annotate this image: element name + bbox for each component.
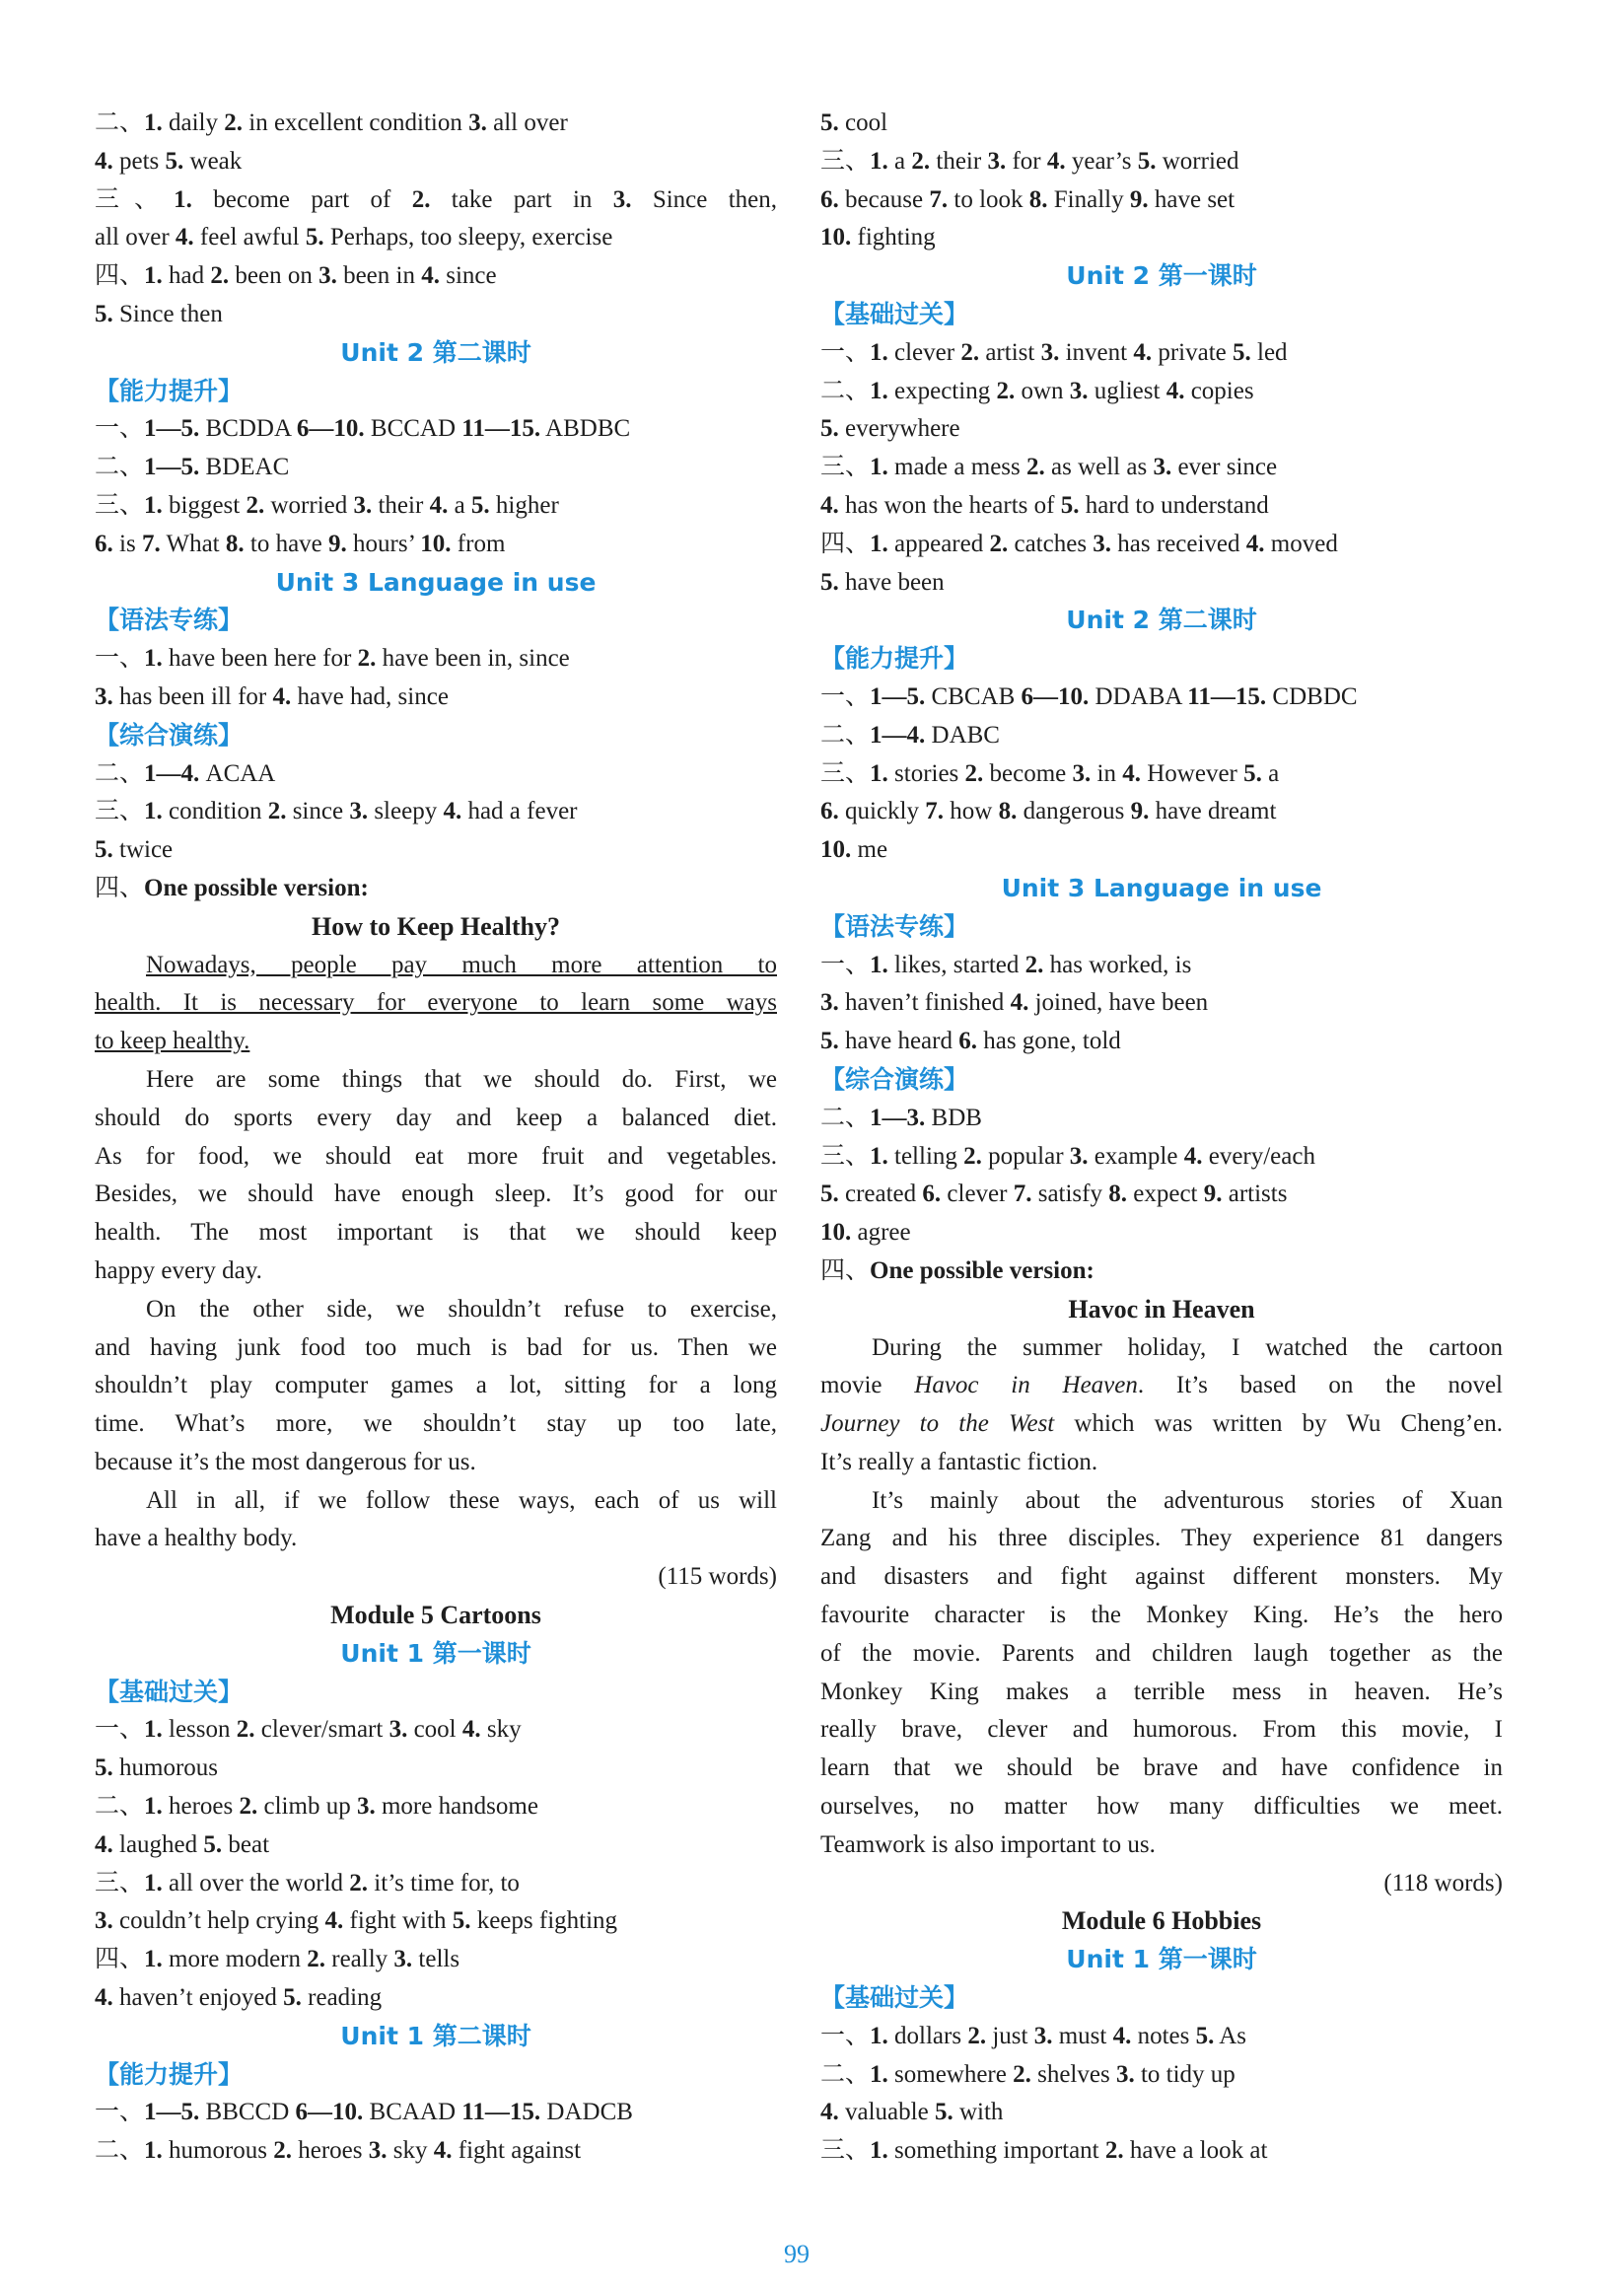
answer-line: 5. have been [820, 568, 945, 596]
essay-line: happy every day. [95, 1256, 262, 1284]
answer-line: 二、1. daily 2. in excellent condition 3. all over [95, 109, 568, 136]
left-column [95, 105, 777, 2171]
answer-line: 4. laughed 5. beat [95, 1830, 270, 1858]
unit-heading: Unit 3 Language in use [1001, 873, 1322, 902]
answer-line: all over 4. feel awful 5. Perhaps, too sleepy, exercise [95, 224, 613, 251]
answer-line: 5. cool [820, 109, 888, 136]
essay-line: As for food, we should eat more fruit and vegetables. [95, 1142, 777, 1170]
answer-line: 二、1. humorous 2. heroes 3. sky 4. fight against [95, 2137, 582, 2165]
answer-line: 5. everywhere [820, 415, 960, 443]
essay-line: During the summer holiday, I watched the cartoon [872, 1333, 1503, 1361]
answer-line: 5. created 6. clever 7. satisfy 8. expect 9. artists [820, 1180, 1288, 1208]
answer-line: 3. has been ill for 4. have had, since [95, 682, 449, 710]
answer-line: 一、1. likes, started 2. has worked, is [820, 951, 1192, 978]
essay-line: All in all, if we follow these ways, each of us will [146, 1486, 777, 1514]
answer-line: 三、1. a 2. their 3. for 4. year’s 5. worried [820, 147, 1239, 175]
answer-line: 一、1—5. BBCCD 6—10. BCAAD 11—15. DADCB [95, 2099, 633, 2126]
module-heading: Module 6 Hobbies [1061, 1906, 1262, 1936]
essay-line: and disasters and fight against different monsters. My [820, 1563, 1503, 1591]
answer-line: 二、1—4. ACAA [95, 759, 276, 787]
essay-line: Teamwork is also important to us. [820, 1830, 1156, 1858]
answer-line: 一、1—5. BCDDA 6—10. BCCAD 11—15. ABDBC [95, 415, 631, 443]
essay-line: health. It is necessary for everyone to learn some ways [95, 989, 777, 1017]
section-label: 【语法专练】 [95, 606, 244, 635]
essay-line: shouldn’t play computer games a lot, sitting for a long [95, 1372, 777, 1399]
essay-line: Here are some things that we should do. First, we [146, 1065, 777, 1093]
essay-line: On the other side, we shouldn’t refuse to exercise, [146, 1295, 777, 1323]
word-count: (115 words) [658, 1563, 777, 1591]
answer-line: 二、1—4. DABC [820, 721, 1000, 749]
answer-line: 三、1. condition 2. since 3. sleepy 4. had a fever [95, 798, 578, 825]
essay-line: and having junk food too much is bad for us. Then we [95, 1333, 777, 1361]
essay-line: really brave, clever and humorous. From this movie, I [820, 1716, 1503, 1744]
answer-line: 二、1. heroes 2. climb up 3. more handsome [95, 1793, 538, 1821]
answer-line: 三、1. stories 2. become 3. in 4. However 5. a [820, 759, 1280, 787]
word-count: (118 words) [1383, 1869, 1503, 1896]
answer-line: 四、1. more modern 2. really 3. tells [95, 1946, 460, 1973]
module-heading: Module 5 Cartoons [330, 1601, 541, 1630]
answer-line: 三、1. something important 2. have a look at [820, 2137, 1268, 2165]
essay-line: should do sports every day and keep a balanced diet. [95, 1104, 777, 1131]
answer-line: 二、1—3. BDB [820, 1104, 982, 1131]
answer-line: 3. haven’t finished 4. joined, have been [820, 989, 1209, 1017]
essay-line: favourite character is the Monkey King. He’s the hero [820, 1602, 1503, 1629]
answer-line: 10. me [820, 836, 888, 864]
answer-line: 4. valuable 5. with [820, 2099, 1004, 2126]
answer-line: 10. agree [820, 1219, 911, 1247]
essay-line: It’s really a fantastic fiction. [820, 1448, 1098, 1475]
section-label: 【基础过关】 [820, 1983, 969, 2013]
section-label: 【语法专练】 [820, 911, 969, 941]
essay-line: health. The most important is that we should keep [95, 1219, 777, 1247]
essay-line: ourselves, no matter how many difficulties we meet. [820, 1793, 1503, 1821]
answer-line: 三、1. biggest 2. worried 3. their 4. a 5. higher [95, 491, 559, 519]
section-label: 【能力提升】 [820, 644, 969, 674]
essay-title: Havoc in Heaven [1068, 1294, 1255, 1323]
section-label: 【综合演练】 [820, 1064, 969, 1094]
unit-heading: Unit 2 第二课时 [1066, 606, 1257, 635]
section-label: 【综合演练】 [95, 720, 244, 750]
answer-line: 一、1. dollars 2. just 3. must 4. notes 5. As [820, 2022, 1246, 2049]
unit-heading: Unit 1 第二课时 [340, 2021, 531, 2050]
answer-line: 10. fighting [820, 224, 936, 251]
essay-line: It’s mainly about the adventurous stories of Xuan [872, 1486, 1503, 1514]
answer-line: 四、One possible version: [95, 874, 369, 901]
unit-heading: Unit 1 第一课时 [1066, 1945, 1257, 1974]
essay-line: have a healthy body. [95, 1525, 298, 1552]
essay-line: of the movie. Parents and children laugh together as the [820, 1639, 1503, 1667]
section-label: 【基础过关】 [820, 299, 969, 328]
essay-line: 三、1. become part of 2. take part in 3. Since then, [95, 185, 777, 213]
answer-line: 6. is 7. What 8. to have 9. hours’ 10. from [95, 530, 506, 557]
answer-line: 3. couldn’t help crying 4. fight with 5. keeps fighting [95, 1907, 618, 1935]
answer-line: 4. pets 5. weak [95, 147, 243, 175]
unit-heading: Unit 1 第一课时 [340, 1638, 531, 1668]
section-label: 【基础过关】 [95, 1677, 244, 1706]
answer-line: 四、1. appeared 2. catches 3. has received 4. moved [820, 530, 1338, 557]
page-number: 99 [784, 2240, 810, 2268]
essay-line: Besides, we should have enough sleep. It’s good for our [95, 1180, 777, 1208]
answer-line: 4. has won the hearts of 5. hard to understand [820, 491, 1269, 519]
essay-line: Monkey King makes a terrible mess in heaven. He’s [820, 1678, 1503, 1705]
essay-title: How to Keep Healthy? [311, 911, 561, 941]
answer-line: 三、1. telling 2. popular 3. example 4. every/each [820, 1142, 1315, 1170]
answer-line: 一、1. lesson 2. clever/smart 3. cool 4. sky [95, 1716, 522, 1744]
answer-line: 6. because 7. to look 8. Finally 9. have set [820, 185, 1236, 213]
answer-line: 二、1—5. BDEAC [95, 454, 290, 481]
answer-line: 四、One possible version: [820, 1256, 1094, 1284]
section-label: 【能力提升】 [95, 376, 244, 405]
answer-line: 5. humorous [95, 1754, 218, 1782]
answer-line: 5. twice [95, 836, 174, 864]
essay-line: time. What’s more, we shouldn’t stay up too late, [95, 1410, 777, 1438]
answer-line: 一、1. clever 2. artist 3. invent 4. private 5. led [820, 338, 1288, 366]
answer-line: 6. quickly 7. how 8. dangerous 9. have dreamt [820, 798, 1277, 825]
answer-line: 一、1. have been here for 2. have been in, since [95, 645, 570, 673]
essay-line: to keep healthy. [95, 1028, 250, 1055]
answer-line: 一、1—5. CBCAB 6—10. DDABA 11—15. CDBDC [820, 682, 1358, 710]
answer-line: 5. Since then [95, 300, 223, 327]
essay-line: Journey to the West which was written by Wu Cheng’en. [820, 1410, 1503, 1438]
answer-line: 二、1. somewhere 2. shelves 3. to tidy up [820, 2060, 1236, 2088]
essay-line: movie Havoc in Heaven. It’s based on the novel [820, 1372, 1503, 1399]
answer-line: 二、1. expecting 2. own 3. ugliest 4. copies [820, 377, 1254, 404]
answer-line: 三、1. made a mess 2. as well as 3. ever since [820, 454, 1278, 481]
unit-heading: Unit 2 第二课时 [340, 337, 531, 367]
unit-heading: Unit 3 Language in use [275, 567, 597, 597]
answer-line: 4. haven’t enjoyed 5. reading [95, 1984, 383, 2012]
unit-heading: Unit 2 第一课时 [1066, 261, 1257, 291]
essay-line: because it’s the most dangerous for us. [95, 1448, 476, 1475]
essay-line: Zang and his three disciples. They experience 81 dangers [820, 1525, 1503, 1552]
essay-line: Nowadays, people pay much more attention to [146, 951, 777, 978]
essay-line: learn that we should be brave and have confidence in [820, 1754, 1503, 1782]
right-column [820, 105, 1503, 2171]
answer-line: 四、1. had 2. been on 3. been in 4. since [95, 262, 497, 290]
answer-line: 三、1. all over the world 2. it’s time for, to [95, 1869, 520, 1896]
answer-line: 5. have heard 6. has gone, told [820, 1028, 1121, 1055]
section-label: 【能力提升】 [95, 2059, 244, 2089]
